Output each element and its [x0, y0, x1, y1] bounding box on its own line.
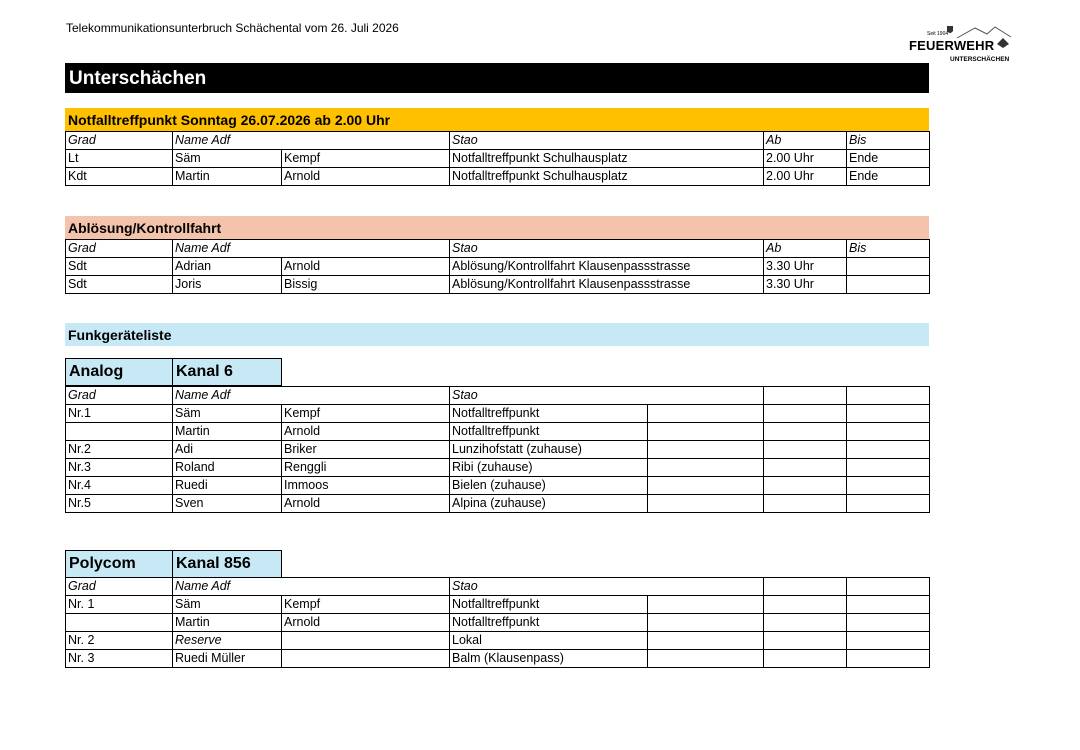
cell-firstname: Sven [173, 495, 282, 513]
section-notfall-heading: Notfalltreffpunkt Sonntag 26.07.2026 ab 2.00 Uhr [65, 108, 929, 131]
cell-stao: Notfalltreffpunkt Schulhausplatz [450, 168, 764, 186]
cell-bis [847, 276, 930, 294]
table-row [66, 596, 930, 614]
cell-ab: 2.00 Uhr [764, 150, 847, 168]
cell-firstname: Joris [173, 276, 282, 294]
cell-stao: Lokal [450, 632, 648, 650]
cell-lastname [282, 650, 450, 668]
document-header: Telekommunikationsunterbruch Schächental vom 26. Juli 2026 [66, 21, 399, 35]
cell-firstname: Säm [173, 596, 282, 614]
cell-firstname: Adi [173, 441, 282, 459]
cell-ab: 3.30 Uhr [764, 258, 847, 276]
col-grad: Grad [66, 132, 173, 150]
notfall-header-row [66, 132, 930, 150]
cell-stao: Bielen (zuhause) [450, 477, 648, 495]
cell-lastname: Briker [282, 441, 450, 459]
cell-firstname: Martin [173, 614, 282, 632]
cell-firstname: Martin [173, 168, 282, 186]
col-name: Name Adf [173, 240, 450, 258]
logo-town: UNTERSCHÄCHEN [950, 56, 1010, 63]
cell-grad: Sdt [66, 276, 173, 294]
cell-nr [66, 614, 173, 632]
col-empty [847, 387, 930, 405]
abloesung-header-row [66, 240, 930, 258]
cell-stao: Notfalltreffpunkt [450, 405, 648, 423]
cell-lastname: Immoos [282, 477, 450, 495]
cell-nr: Nr.2 [66, 441, 173, 459]
cell-nr: Nr. 3 [66, 650, 173, 668]
cell-nr [66, 423, 173, 441]
polycom-table [65, 577, 930, 668]
notfall-table [65, 131, 930, 186]
col-stao: Stao [450, 240, 764, 258]
cell-stao: Lunzihofstatt (zuhause) [450, 441, 648, 459]
cell-lastname: Kempf [282, 150, 450, 168]
col-ab: Ab [764, 240, 847, 258]
table-row [66, 614, 930, 632]
cell-nr: Nr.5 [66, 495, 173, 513]
cell-grad: Kdt [66, 168, 173, 186]
cell-firstname: Säm [173, 150, 282, 168]
table-row [66, 258, 930, 276]
abloesung-table [65, 239, 930, 294]
col-empty [764, 387, 847, 405]
cell-stao: Notfalltreffpunkt Schulhausplatz [450, 150, 764, 168]
analog-header-row [66, 387, 930, 405]
table-row [66, 477, 930, 495]
cell-firstname: Roland [173, 459, 282, 477]
polycom-label-box [65, 550, 282, 578]
table-row [66, 441, 930, 459]
cell-firstname: Ruedi Müller [173, 650, 282, 668]
col-bis: Bis [847, 132, 930, 150]
section-abloesung-heading: Ablösung/Kontrollfahrt [65, 216, 929, 239]
cell-firstname: Martin [173, 423, 282, 441]
cell-ab: 2.00 Uhr [764, 168, 847, 186]
logo-brand: FEUERWEHR [909, 38, 995, 53]
cell-firstname: Ruedi [173, 477, 282, 495]
polycom-kanal: Kanal 856 [173, 551, 282, 578]
cell-firstname: Reserve [173, 632, 282, 650]
cell-stao: Balm (Klausenpass) [450, 650, 648, 668]
feuerwehr-logo [905, 22, 1017, 68]
cell-lastname: Bissig [282, 276, 450, 294]
cell-lastname: Arnold [282, 423, 450, 441]
cell-stao: Notfalltreffpunkt [450, 614, 648, 632]
cell-bis [847, 258, 930, 276]
cell-lastname: Kempf [282, 405, 450, 423]
cell-stao: Ablösung/Kontrollfahrt Klausenpassstrasse [450, 276, 764, 294]
cell-firstname: Säm [173, 405, 282, 423]
table-row [66, 150, 930, 168]
cell-stao: Notfalltreffpunkt [450, 596, 648, 614]
cell-bis: Ende [847, 150, 930, 168]
col-name: Name Adf [173, 578, 450, 596]
cell-lastname: Kempf [282, 596, 450, 614]
col-grad: Grad [66, 387, 173, 405]
cell-lastname: Arnold [282, 258, 450, 276]
table-row [66, 495, 930, 513]
table-row [66, 276, 930, 294]
logo-since: Seit 1904 [927, 31, 949, 37]
cell-stao: Ablösung/Kontrollfahrt Klausenpassstrasse [450, 258, 764, 276]
cell-lastname: Renggli [282, 459, 450, 477]
cell-stao: Notfalltreffpunkt [450, 423, 648, 441]
cell-bis: Ende [847, 168, 930, 186]
analog-table [65, 386, 930, 513]
cell-lastname: Arnold [282, 168, 450, 186]
cell-nr: Nr.3 [66, 459, 173, 477]
polycom-header-row [66, 578, 930, 596]
table-row [66, 650, 930, 668]
table-row [66, 168, 930, 186]
page-title: Unterschächen [65, 63, 929, 93]
col-ab: Ab [764, 132, 847, 150]
cell-nr: Nr. 2 [66, 632, 173, 650]
table-row [66, 632, 930, 650]
cell-stao: Ribi (zuhause) [450, 459, 648, 477]
analog-label-box [65, 358, 282, 386]
cell-grad: Sdt [66, 258, 173, 276]
cell-nr: Nr. 1 [66, 596, 173, 614]
cell-stao: Alpina (zuhause) [450, 495, 648, 513]
col-empty [764, 578, 847, 596]
analog-type: Analog [66, 359, 173, 386]
cell-lastname [282, 632, 450, 650]
table-row [66, 459, 930, 477]
table-row [66, 423, 930, 441]
col-name: Name Adf [173, 387, 450, 405]
cell-nr: Nr.4 [66, 477, 173, 495]
cell-lastname: Arnold [282, 614, 450, 632]
col-stao: Stao [450, 578, 764, 596]
col-grad: Grad [66, 578, 173, 596]
col-stao: Stao [450, 387, 764, 405]
cell-firstname: Adrian [173, 258, 282, 276]
cell-lastname: Arnold [282, 495, 450, 513]
col-name: Name Adf [173, 132, 450, 150]
analog-kanal: Kanal 6 [173, 359, 282, 386]
polycom-type: Polycom [66, 551, 173, 578]
col-grad: Grad [66, 240, 173, 258]
table-row [66, 405, 930, 423]
col-stao: Stao [450, 132, 764, 150]
col-empty [847, 578, 930, 596]
section-funk-heading: Funkgeräteliste [65, 323, 929, 346]
cell-nr: Nr.1 [66, 405, 173, 423]
cell-grad: Lt [66, 150, 173, 168]
col-bis: Bis [847, 240, 930, 258]
cell-ab: 3.30 Uhr [764, 276, 847, 294]
